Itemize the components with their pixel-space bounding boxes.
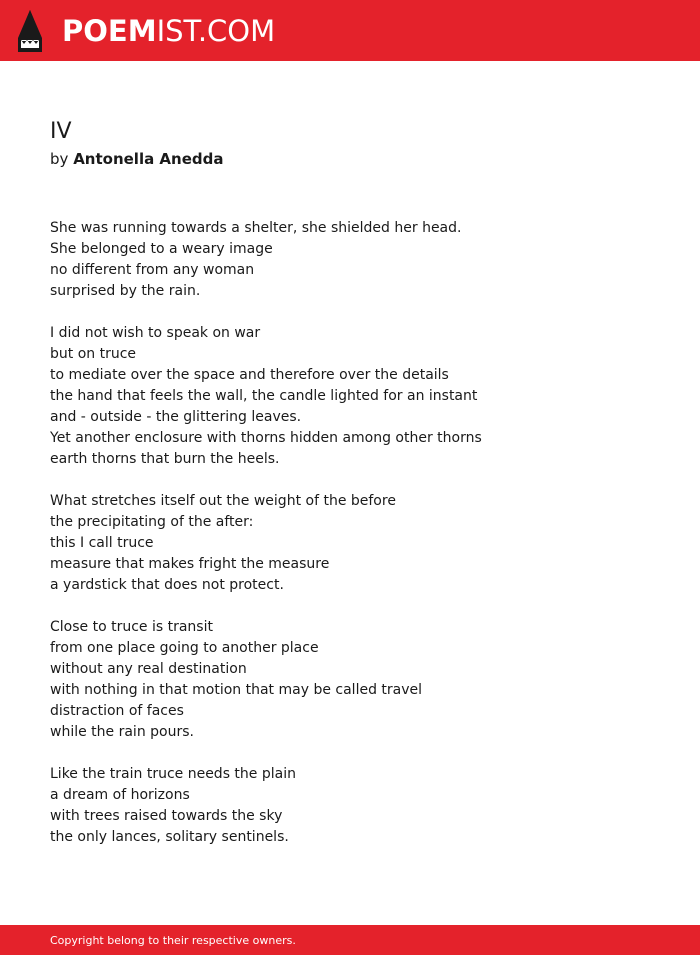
poem-line: Like the train truce needs the plain [50,766,296,782]
site-footer [0,925,700,955]
poem-line: distraction of faces [50,703,184,719]
poem-line: to mediate over the space and therefore over the details [50,367,449,383]
poem-line: with trees raised towards the sky [50,808,283,824]
poem-line: measure that makes fright the measure [50,556,330,572]
poem-stanza [50,491,670,596]
poem-byline [50,149,224,169]
poem-line: but on truce [50,346,137,362]
poem-author: Antonella Anedda [73,150,224,168]
poem-line: surprised by the rain. [50,283,201,299]
poem-line: while the rain pours. [50,724,194,740]
poem-line: She belonged to a weary image [50,241,273,257]
poem-line: She was running towards a shelter, she shielded her head. [50,220,462,236]
poem-line: this I call truce [50,535,154,551]
poem-line: Close to truce is transit [50,619,213,635]
pencil-tip-icon [18,10,42,52]
poem-line: without any real destination [50,661,247,677]
poem-line: from one place going to another place [50,640,319,656]
site-logo-text [62,13,275,49]
poem-line: the only lances, solitary sentinels. [50,829,289,845]
logo-brand-light: IST.COM [156,14,276,48]
site-header [0,0,700,61]
poem-stanza [50,764,670,848]
poem-stanza [50,218,670,302]
poem-line: the hand that feels the wall, the candle lighted for an instant [50,388,478,404]
poem-line: earth thorns that burn the heels. [50,451,280,467]
poem-title: IV [50,119,72,144]
poem-line: with nothing in that motion that may be called travel [50,682,423,698]
copyright-notice: Copyright belong to their respective owners. [50,934,296,947]
poem-line: the precipitating of the after: [50,514,254,530]
poem-stanza [50,617,670,743]
poem-line: What stretches itself out the weight of the before [50,493,396,509]
poem-stanza [50,323,670,470]
poem-line: no different from any woman [50,262,255,278]
logo-brand-bold: POEM [62,14,157,48]
poem-line: Yet another enclosure with thorns hidden among other thorns [50,430,482,446]
poem-line: I did not wish to speak on war [50,325,261,341]
poem-line: and - outside - the glittering leaves. [50,409,302,425]
poem-line: a yardstick that does not protect. [50,577,284,593]
poem-body [50,218,670,869]
by-label: by [50,150,69,168]
poem-line: a dream of horizons [50,787,190,803]
